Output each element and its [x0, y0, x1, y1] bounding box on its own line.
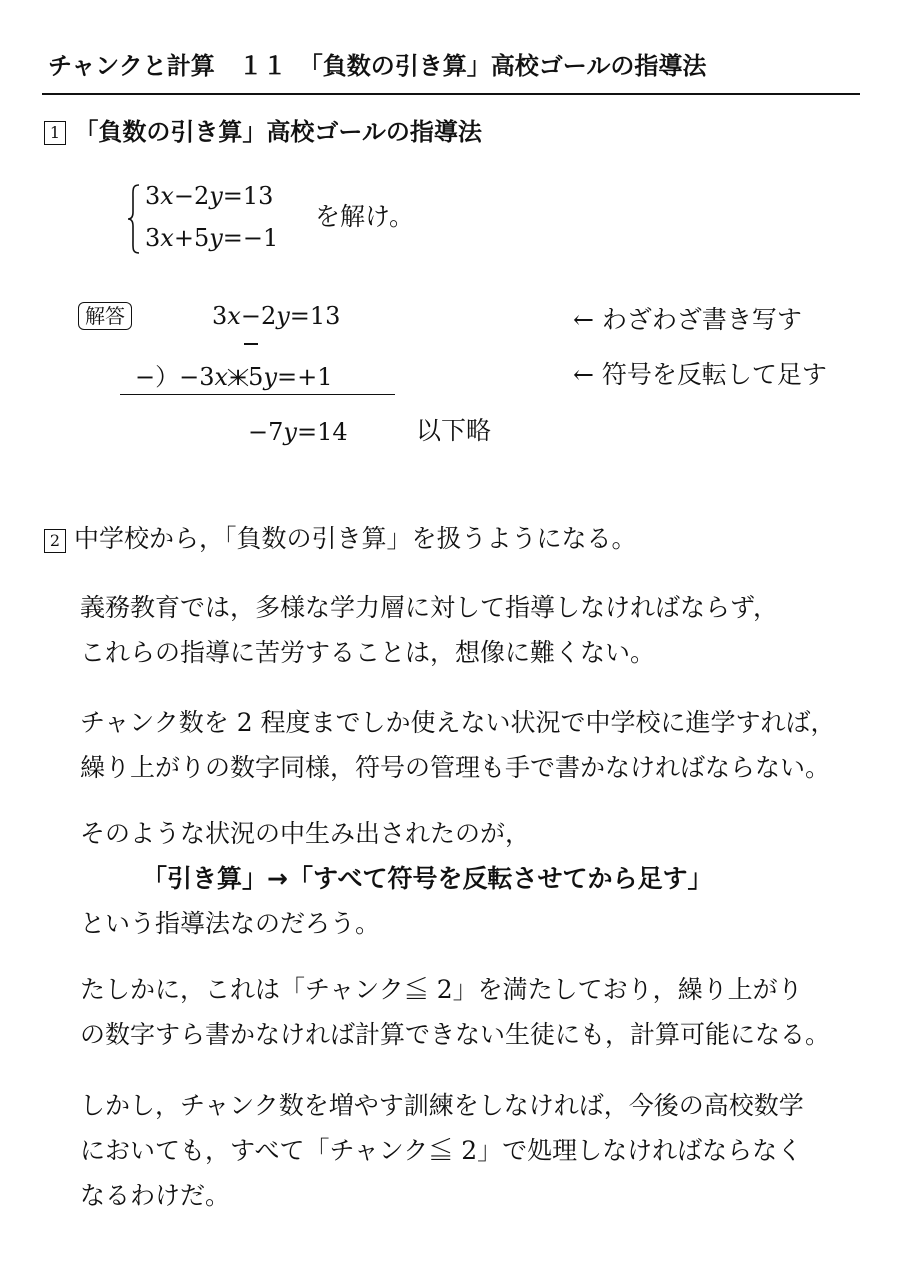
- answer-badge: 解答: [78, 302, 132, 330]
- paragraph-2: チャンク数を 2 程度までしか使えない状況で中学校に進学すれば， 繰り上がりの数字同様，符号の管理も手で書かなければならない。: [80, 708, 836, 782]
- section-number-box: 2: [44, 529, 66, 553]
- sum-line: [120, 394, 395, 395]
- note-invert-sign: ← 符号を反転して足す: [573, 360, 827, 389]
- answer-line-2: −）−3x+5y=+1: [135, 363, 333, 391]
- note-copy: ← わざわざ書き写す: [573, 305, 802, 334]
- answer-result: −7y=14: [248, 418, 348, 446]
- paragraph-1: 義務教育では，多様な学力層に対して指導しなければならず， これらの指導に苦労することは，想像に難くない。: [80, 593, 779, 667]
- equation-2: 3x+5y=−1: [145, 224, 279, 252]
- section-2-intro: 2 中学校から，「負数の引き算」を扱うようになる。: [44, 516, 636, 561]
- paragraph-4: たしかに，これは「チャンク≦ 2」を満たしており，繰り上がり の数字すら書かなければ計算できない生徒にも，計算可能になる。: [80, 975, 831, 1049]
- answer-line-1: 3x−2y=13: [212, 302, 341, 330]
- section-title: 「負数の引き算」高校ゴールの指導法: [74, 118, 482, 146]
- struck-plus-sign: +: [228, 363, 249, 391]
- emphasized-method: 「引き算」→「すべて符号を反転させてから足す」: [142, 864, 713, 893]
- paragraph-3: そのような状況の中生み出されたのが， 「引き算」→「すべて符号を反転させてから足す」 という指導法なのだろう。: [80, 819, 713, 938]
- page-title: チャンクと計算 １１ 「負数の引き算」高校ゴールの指導法: [48, 52, 707, 80]
- header-divider: [42, 93, 860, 95]
- omitted-note: 以下略: [416, 416, 492, 445]
- sign-change-mark: [244, 343, 258, 345]
- section-number-box: 1: [44, 121, 66, 145]
- left-brace-icon: [127, 184, 141, 254]
- section-1-heading: [44, 112, 482, 147]
- solve-instruction: を解け。: [315, 202, 415, 231]
- paragraph-5: しかし，チャンク数を増やす訓練をしなければ，今後の高校数学 においても，すべて「チャンク≦ 2」で処理しなければならなく なるわけだ。: [80, 1091, 804, 1210]
- equation-1: 3x−2y=13: [145, 182, 274, 210]
